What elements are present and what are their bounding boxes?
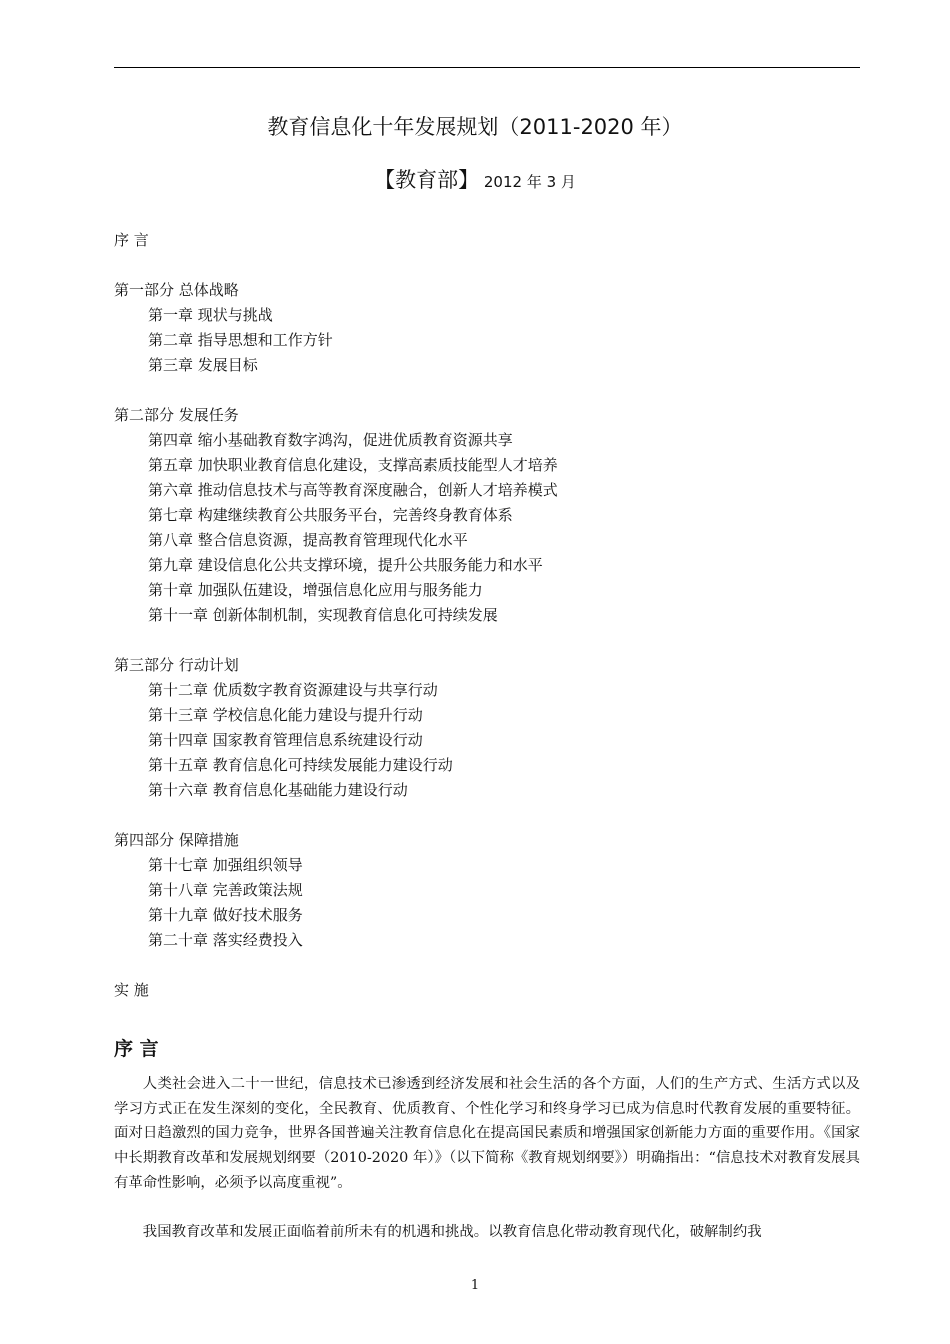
toc-chapter[interactable]: 第十五章 教育信息化可持续发展能力建设行动 bbox=[148, 756, 453, 774]
toc-chapter[interactable]: 第十六章 教育信息化基础能力建设行动 bbox=[148, 781, 408, 799]
toc-part-1[interactable]: 第一部分 总体战略 bbox=[114, 281, 239, 299]
toc-chapter[interactable]: 第二十章 落实经费投入 bbox=[148, 931, 303, 949]
toc-chapter[interactable]: 第一章 现状与挑战 bbox=[148, 306, 273, 324]
toc-chapter[interactable]: 第四章 缩小基础教育数字鸿沟，促进优质教育资源共享 bbox=[148, 431, 513, 449]
toc-chapter[interactable]: 第八章 整合信息资源，提高教育管理现代化水平 bbox=[148, 531, 468, 549]
toc-chapter[interactable]: 第十二章 优质数字教育资源建设与共享行动 bbox=[148, 681, 438, 699]
issue-date: 2012 年 3 月 bbox=[483, 173, 576, 191]
toc-chapter[interactable]: 第十七章 加强组织领导 bbox=[148, 856, 303, 874]
toc-part-2[interactable]: 第二部分 发展任务 bbox=[114, 406, 239, 424]
toc-part-4[interactable]: 第四部分 保障措施 bbox=[114, 831, 239, 849]
toc-chapter[interactable]: 第十九章 做好技术服务 bbox=[148, 906, 303, 924]
toc-preface[interactable]: 序 言 bbox=[114, 231, 149, 249]
table-of-contents bbox=[114, 228, 860, 1003]
toc-chapter[interactable]: 第六章 推动信息技术与高等教育深度融合，创新人才培养模式 bbox=[148, 481, 558, 499]
toc-chapter[interactable]: 第十八章 完善政策法规 bbox=[148, 881, 303, 899]
toc-chapter[interactable]: 第十章 加强队伍建设，增强信息化应用与服务能力 bbox=[148, 581, 483, 599]
paragraph: 我国教育改革和发展正面临着前所未有的机遇和挑战。以教育信息化带动教育现代化，破解制约我 bbox=[142, 1223, 762, 1240]
toc-chapter[interactable]: 第七章 构建继续教育公共服务平台，完善终身教育体系 bbox=[148, 506, 513, 524]
toc-part-3[interactable]: 第三部分 行动计划 bbox=[114, 656, 239, 674]
toc-chapter[interactable]: 第十四章 国家教育管理信息系统建设行动 bbox=[148, 731, 423, 749]
issuer: 【教育部】 bbox=[374, 168, 480, 192]
section-heading: 序 言 bbox=[114, 1038, 159, 1060]
document-title: 教育信息化十年发展规划（2011-2020 年） bbox=[267, 115, 683, 139]
toc-chapter[interactable]: 第五章 加快职业教育信息化建设，支撑高素质技能型人才培养 bbox=[148, 456, 558, 474]
toc-chapter[interactable]: 第十三章 学校信息化能力建设与提升行动 bbox=[148, 706, 423, 724]
toc-chapter[interactable]: 第三章 发展目标 bbox=[148, 356, 258, 374]
toc-chapter[interactable]: 第九章 建设信息化公共支撑环境，提升公共服务能力和水平 bbox=[148, 556, 543, 574]
toc-chapter[interactable]: 第二章 指导思想和工作方针 bbox=[148, 331, 333, 349]
body-text bbox=[114, 1072, 860, 1268]
header-rule bbox=[114, 67, 860, 68]
paragraph: 人类社会进入二十一世纪，信息技术已渗透到经济发展和社会生活的各个方面，人们的生产方式、生活方式以及学习方式正在发生深刻的变化，全民教育、优质教育、个性化学习和终身学习已成为信息时代教育发展的重要特征。面对日趋激烈的国力竞争，世界各国普遍关注教育信息化在提高国民素质和增强国家创新能力方面的重要作用。《国家中长期教育改革和发展规划纲要（2010-2020 年）》（以下简称《教育规划纲要》）明确指出：“信息技术对教育发展具有革命性影响，必须予以高度重视”。 bbox=[114, 1076, 860, 1191]
page-number: 1 bbox=[470, 1278, 480, 1293]
document-subtitle bbox=[0, 164, 950, 194]
toc-chapter[interactable]: 第十一章 创新体制机制，实现教育信息化可持续发展 bbox=[148, 606, 498, 624]
toc-implementation[interactable]: 实 施 bbox=[114, 981, 149, 999]
